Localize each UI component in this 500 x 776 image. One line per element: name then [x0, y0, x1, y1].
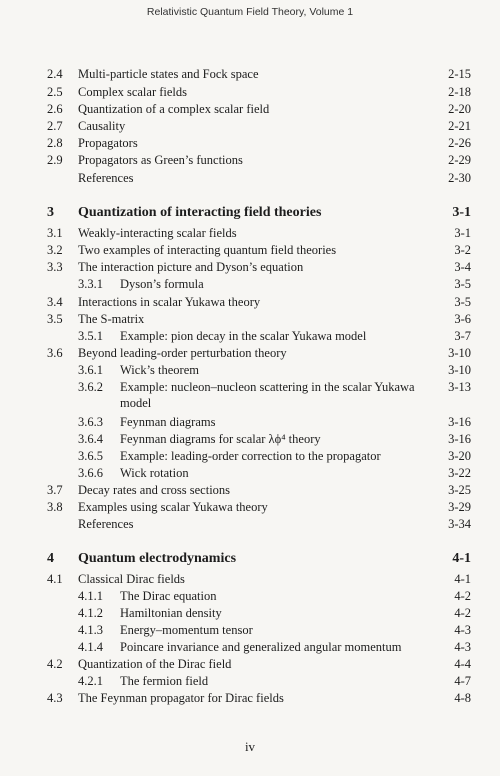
- page-number: 3-29: [448, 500, 471, 514]
- section-number: 2.8: [47, 136, 63, 150]
- section-title: Two examples of interacting quantum field theories: [78, 243, 337, 257]
- toc-entry[interactable]: [0, 135, 500, 152]
- section-number: 2.4: [47, 67, 63, 81]
- section-number: 3.1: [47, 226, 63, 240]
- section-number: 3.4: [47, 295, 63, 309]
- subsection-number: 4.1.3: [78, 623, 103, 637]
- section-number: 3.2: [47, 243, 63, 257]
- page-number: 3-13: [448, 380, 471, 394]
- section-title: Causality: [78, 119, 126, 133]
- section-title: Weakly-interacting scalar fields: [78, 226, 237, 240]
- section-title: Beyond leading-order perturbation theory: [78, 346, 287, 360]
- toc-entry-references[interactable]: [0, 170, 500, 187]
- toc-subentry[interactable]: [0, 605, 500, 622]
- toc-entry[interactable]: [0, 571, 500, 588]
- toc-subentry[interactable]: [0, 328, 500, 345]
- page-number: 3-25: [448, 483, 471, 497]
- toc-subentry[interactable]: [0, 379, 500, 413]
- page-number: 3-16: [448, 415, 471, 429]
- chapter-heading[interactable]: [0, 550, 500, 567]
- subsection-number: 4.1.4: [78, 640, 103, 654]
- chapter-number: 4: [47, 551, 54, 566]
- subsection-title: Poincare invariance and generalized angular momentum: [120, 640, 402, 654]
- section-number: 3.7: [47, 483, 63, 497]
- page-number: 4-8: [454, 691, 471, 705]
- subsection-title: Energy–momentum tensor: [120, 623, 253, 637]
- toc-subentry[interactable]: [0, 276, 500, 293]
- page-number: 3-34: [448, 517, 471, 531]
- subsection-number: 3.5.1: [78, 329, 103, 343]
- page-number: 3-4: [454, 260, 471, 274]
- toc-subentry[interactable]: [0, 588, 500, 605]
- page-number: 3-5: [454, 277, 471, 291]
- section-title: Quantization of a complex scalar field: [78, 102, 270, 116]
- toc-subentry[interactable]: [0, 639, 500, 656]
- page-number: 3-7: [454, 329, 471, 343]
- page-folio: iv: [244, 739, 256, 754]
- section-title: References: [78, 517, 134, 531]
- subsection-title: Feynman diagrams for scalar λϕ⁴ theory: [120, 432, 321, 446]
- page-number: 4-2: [454, 589, 471, 603]
- chapter-title: Quantum electrodynamics: [78, 551, 237, 566]
- subsection-title: Dyson’s formula: [120, 277, 204, 291]
- toc-entry[interactable]: [0, 118, 500, 135]
- section-number: 3.6: [47, 346, 63, 360]
- section-number: 4.2: [47, 657, 63, 671]
- section-title: Quantization of the Dirac field: [78, 657, 232, 671]
- toc-entry[interactable]: [0, 690, 500, 707]
- subsection-number: 3.6.6: [78, 466, 103, 480]
- toc-entry[interactable]: [0, 311, 500, 328]
- page-number: 3-20: [448, 449, 471, 463]
- subsection-number: 3.6.4: [78, 432, 103, 446]
- subsection-title: Example: pion decay in the scalar Yukawa model: [120, 329, 367, 343]
- toc-subentry[interactable]: [0, 448, 500, 465]
- running-header: Relativistic Quantum Field Theory, Volume 1: [146, 6, 354, 18]
- section-number: 3.3: [47, 260, 63, 274]
- section-number: 2.5: [47, 85, 63, 99]
- subsection-title: Example: nucleon–nucleon scattering in the scalar Yukawa model: [120, 380, 415, 410]
- page-number: 2-26: [448, 136, 471, 150]
- section-title: Complex scalar fields: [78, 85, 187, 99]
- page-number: 4-4: [454, 657, 471, 671]
- page-number: 2-29: [448, 153, 471, 167]
- toc-entry[interactable]: [0, 242, 500, 259]
- page-number: 3-16: [448, 432, 471, 446]
- subsection-title: Example: leading-order correction to the propagator: [120, 449, 381, 463]
- subsection-number: 3.6.1: [78, 363, 103, 377]
- toc-entry[interactable]: [0, 656, 500, 673]
- page-number: 2-15: [448, 67, 471, 81]
- section-number: 4.1: [47, 572, 63, 586]
- section-title: Interactions in scalar Yukawa theory: [78, 295, 261, 309]
- page-number: 4-3: [454, 640, 471, 654]
- toc-entry[interactable]: [0, 66, 500, 83]
- page-number: 3-10: [448, 346, 471, 360]
- toc-entry[interactable]: [0, 482, 500, 499]
- section-title: The S-matrix: [78, 312, 145, 326]
- page-number: 4-1: [454, 572, 471, 586]
- page-number: 3-22: [448, 466, 471, 480]
- subsection-title: Wick’s theorem: [120, 363, 199, 377]
- section-title: Classical Dirac fields: [78, 572, 185, 586]
- subsection-number: 4.1.1: [78, 589, 103, 603]
- section-number: 2.7: [47, 119, 63, 133]
- toc-entry[interactable]: [0, 101, 500, 118]
- subsection-number: 3.6.2: [78, 380, 103, 394]
- subsection-title: Feynman diagrams: [120, 415, 216, 429]
- section-number: 2.9: [47, 153, 63, 167]
- page-number: 2-18: [448, 85, 471, 99]
- section-title: Propagators: [78, 136, 138, 150]
- subsection-number: 3.3.1: [78, 277, 103, 291]
- section-number: 3.5: [47, 312, 63, 326]
- section-title: References: [78, 171, 134, 185]
- toc-subentry[interactable]: [0, 362, 500, 379]
- page-number: 2-21: [448, 119, 471, 133]
- toc-entry[interactable]: [0, 84, 500, 101]
- page-number: 3-2: [454, 243, 471, 257]
- toc-subentry[interactable]: [0, 431, 500, 448]
- page-number: 2-30: [448, 171, 471, 185]
- section-title: Multi-particle states and Fock space: [78, 67, 259, 81]
- subsection-number: 4.1.2: [78, 606, 103, 620]
- page-number: 3-5: [454, 295, 471, 309]
- subsection-title: Hamiltonian density: [120, 606, 222, 620]
- toc-subentry[interactable]: [0, 465, 500, 482]
- toc-entry[interactable]: [0, 259, 500, 276]
- toc-entry[interactable]: [0, 152, 500, 169]
- toc-subentry[interactable]: [0, 622, 500, 639]
- section-number: 3.8: [47, 500, 63, 514]
- section-title: Decay rates and cross sections: [78, 483, 231, 497]
- page-number: 3-6: [454, 312, 471, 326]
- section-number: 4.3: [47, 691, 63, 705]
- page-number: 3-1: [452, 205, 471, 220]
- chapter-number: 3: [47, 205, 54, 220]
- toc-subentry[interactable]: [0, 673, 500, 690]
- page-number: 3-10: [448, 363, 471, 377]
- subsection-title: The Dirac equation: [120, 589, 217, 603]
- section-title: Examples using scalar Yukawa theory: [78, 500, 268, 514]
- page-number: 3-1: [454, 226, 471, 240]
- chapter-heading[interactable]: [0, 204, 500, 221]
- toc-entry[interactable]: [0, 225, 500, 242]
- chapter-title: Quantization of interacting field theories: [78, 205, 322, 220]
- section-number: 2.6: [47, 102, 63, 116]
- toc-entry[interactable]: [0, 499, 500, 516]
- page-number: 4-1: [452, 551, 471, 566]
- page-number: 4-2: [454, 606, 471, 620]
- subsection-title: Wick rotation: [120, 466, 189, 480]
- section-title: The interaction picture and Dyson’s equation: [78, 260, 304, 274]
- section-title: Propagators as Green’s functions: [78, 153, 243, 167]
- toc-entry[interactable]: [0, 345, 500, 362]
- toc-entry-references[interactable]: [0, 516, 500, 533]
- subsection-number: 3.6.3: [78, 415, 103, 429]
- page-number: 4-7: [454, 674, 471, 688]
- section-title: The Feynman propagator for Dirac fields: [78, 691, 284, 705]
- page-number: 4-3: [454, 623, 471, 637]
- subsection-number: 4.2.1: [78, 674, 103, 688]
- toc-entry[interactable]: [0, 294, 500, 311]
- page-number: 2-20: [448, 102, 471, 116]
- subsection-number: 3.6.5: [78, 449, 103, 463]
- subsection-title: The fermion field: [120, 674, 209, 688]
- toc-subentry[interactable]: [0, 414, 500, 431]
